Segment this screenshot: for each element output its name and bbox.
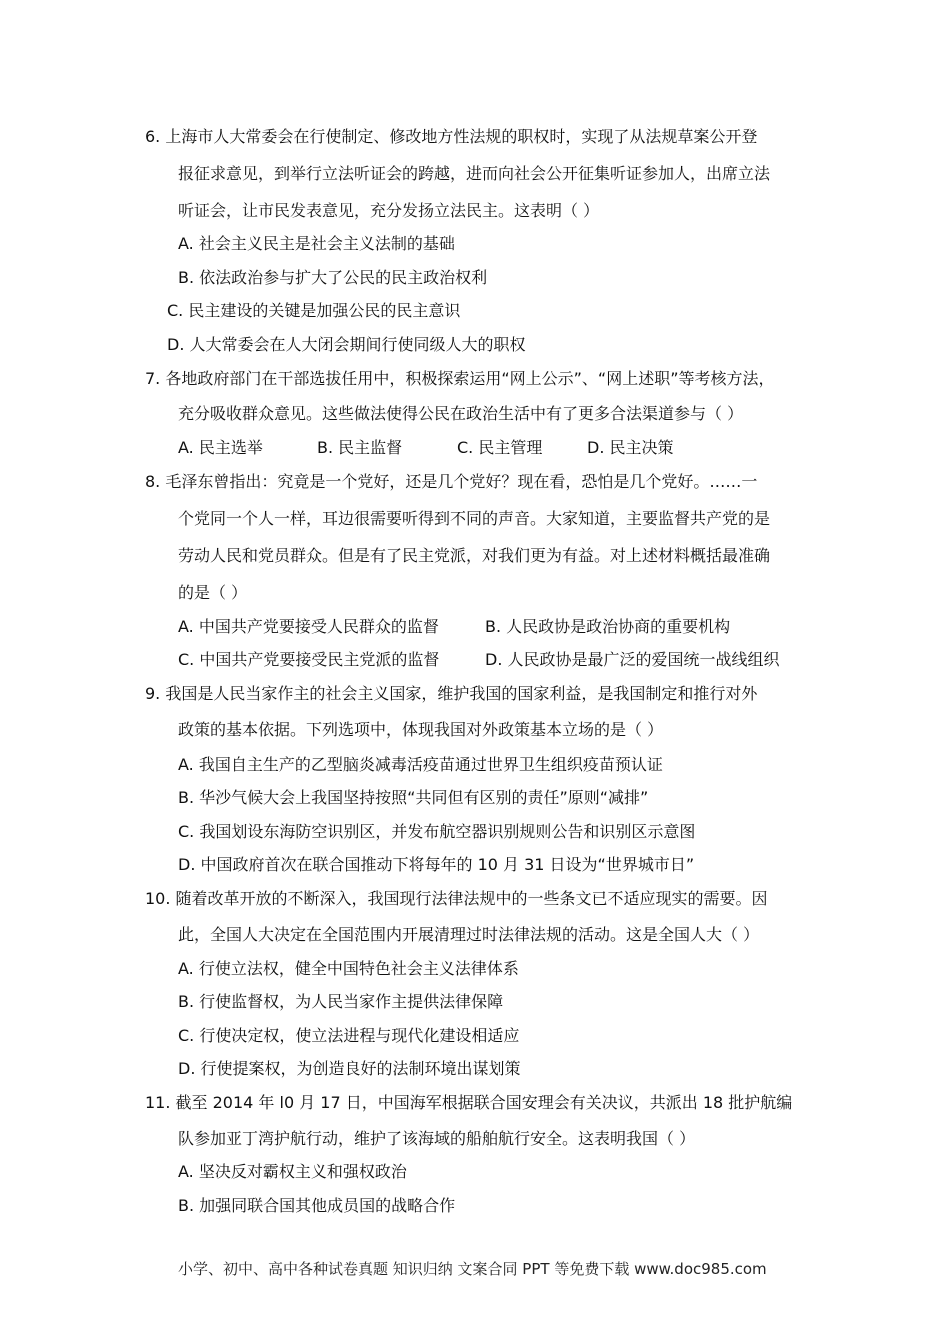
option-line: B. 民主监督: [317, 438, 403, 457]
option-line: D. 人大常委会在人大闭会期间行使同级人大的职权: [167, 335, 526, 354]
option-row: [178, 438, 674, 458]
question-stem-line: 个党同一个人一样，耳边很需要听得到不同的声音。大家知道，主要监督共产党的是: [178, 509, 771, 528]
option-line: A. 我国自主生产的乙型脑炎减毒活疫苗通过世界卫生组织疫苗预认证: [178, 755, 663, 774]
option-line: A. 中国共产党要接受人民群众的监督: [178, 617, 439, 636]
option-line: C. 民主管理: [457, 438, 543, 457]
question-stem-line: 10. 随着改革开放的不断深入，我国现行法律法规中的一些条文已不适应现实的需要。因: [145, 889, 768, 908]
option-line: C. 中国共产党要接受民主党派的监督: [178, 650, 440, 669]
question-stem-line: 充分吸收群众意见。这些做法使得公民在政治生活中有了更多合法渠道参与（ ）: [178, 404, 744, 423]
question-stem-line: 6. 上海市人大常委会在行使制定、修改地方性法规的职权时，实现了从法规草案公开登: [145, 127, 758, 146]
question-stem-line: 听证会，让市民发表意见，充分发扬立法民主。这表明（ ）: [178, 201, 600, 220]
option-line: B. 行使监督权，为人民当家作主提供法律保障: [178, 992, 504, 1011]
option-line: B. 加强同联合国其他成员国的战略合作: [178, 1196, 456, 1215]
option-line: C. 行使决定权，使立法进程与现代化建设相适应: [178, 1026, 520, 1045]
question-stem-line: 8. 毛泽东曾指出：究竟是一个党好，还是几个党好？现在看，恐怕是几个党好。……一: [145, 472, 758, 491]
option-line: A. 坚决反对霸权主义和强权政治: [178, 1162, 407, 1181]
question-stem-line: 7. 各地政府部门在干部选拔任用中，积极探索运用“网上公示”、“网上述职”等考核方法，: [145, 369, 775, 388]
option-row: [178, 650, 780, 670]
option-line: A. 行使立法权，健全中国特色社会主义法律体系: [178, 959, 519, 978]
option-line: A. 社会主义民主是社会主义法制的基础: [178, 234, 455, 253]
question-stem-line: 的是（ ）: [178, 583, 248, 602]
option-line: C. 民主建设的关键是加强公民的民主意识: [167, 301, 461, 320]
option-line: D. 中国政府首次在联合国推动下将每年的 10 月 31 日设为“世界城市日”: [178, 855, 695, 874]
question-stem-line: 劳动人民和党员群众。但是有了民主党派，对我们更为有益。对上述材料概括最准确: [178, 546, 771, 565]
option-line: B. 人民政协是政治协商的重要机构: [485, 617, 731, 636]
option-line: C. 我国划设东海防空识别区，并发布航空器识别规则公告和识别区示意图: [178, 822, 696, 841]
question-stem-line: 此，全国人大决定在全国范围内开展清理过时法律法规的活动。这是全国人大（ ）: [178, 925, 760, 944]
option-line: A. 民主选举: [178, 438, 263, 457]
option-line: D. 行使提案权，为创造良好的法制环境出谋划策: [178, 1059, 521, 1078]
page-footer: 小学、初中、高中各种试卷真题 知识归纳 文案合同 PPT 等免费下载 www.doc985.com: [178, 1260, 767, 1278]
option-line: B. 华沙气候大会上我国坚持按照“共同但有区别的责任”原则“减排”: [178, 788, 649, 807]
question-stem-line: 政策的基本依据。下列选项中，体现我国对外政策基本立场的是（ ）: [178, 720, 664, 739]
question-stem-line: 报征求意见，到举行立法听证会的跨越，进而向社会公开征集听证参加人，出席立法: [178, 164, 771, 183]
option-line: D. 人民政协是最广泛的爱国统一战线组织: [485, 650, 780, 669]
option-line: D. 民主决策: [587, 438, 674, 457]
option-line: B. 依法政治参与扩大了公民的民主政治权利: [178, 268, 488, 287]
question-stem-line: 11. 截至 2014 年 l0 月 17 日，中国海军根据联合国安理会有关决议，共派出 18 批护航编: [145, 1093, 793, 1112]
question-stem-line: 队参加亚丁湾护航行动，维护了该海域的船舶航行安全。这表明我国（ ）: [178, 1129, 696, 1148]
option-row: [178, 617, 730, 637]
question-stem-line: 9. 我国是人民当家作主的社会主义国家，维护我国的国家利益，是我国制定和推行对外: [145, 684, 758, 703]
